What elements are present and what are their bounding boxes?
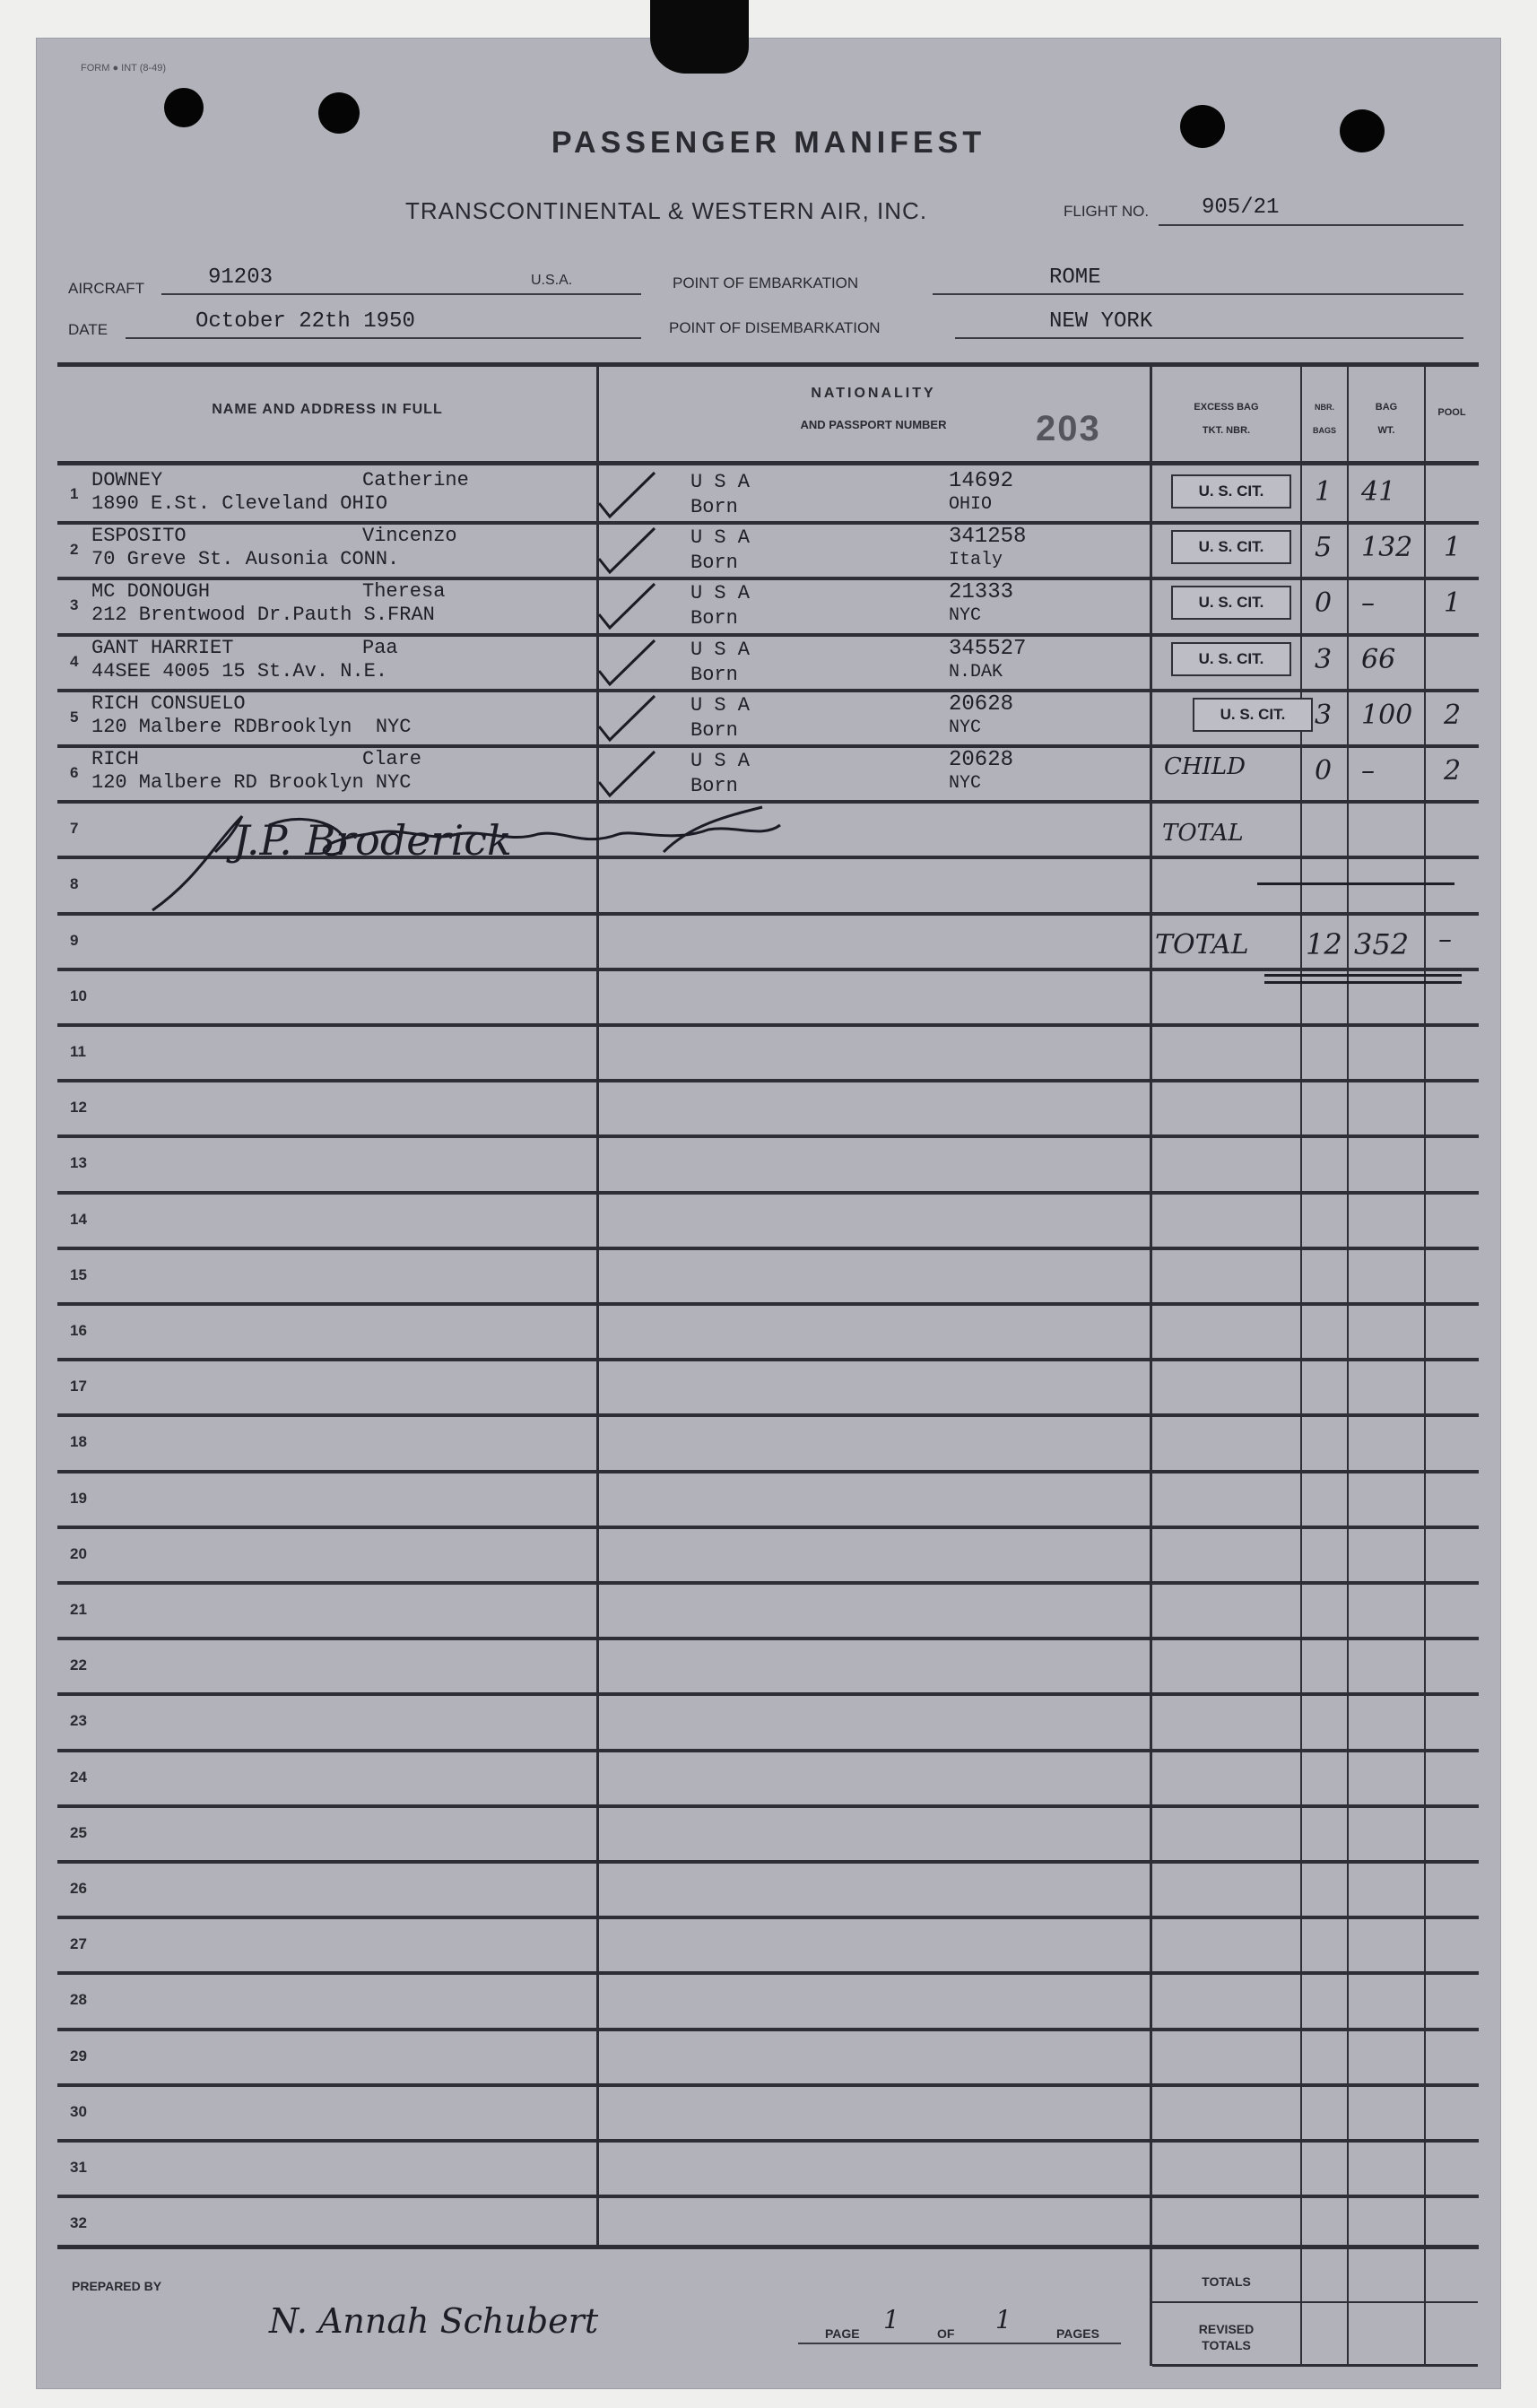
header-excess-bag [1152,400,1300,438]
row-rule [57,689,1479,692]
check-mark-icon [592,691,664,744]
row-number: 25 [70,1824,87,1841]
row8-dash-line [1257,882,1455,885]
nationality: U S A [690,639,751,661]
of-value: 1 [995,2305,1012,2334]
revised-label-line2: TOTALS [1202,2338,1251,2352]
row-number: 27 [70,1935,87,1952]
row-rule [57,1637,1479,1640]
row-rule [57,1581,1479,1585]
pool-value: 1 [1444,532,1462,563]
row-number: 18 [70,1433,87,1450]
born-status: Born [690,607,738,630]
header-excess-bag-line1: EXCESS BAG [1194,402,1259,413]
passenger-address: 70 Greve St. Ausonia CONN. [91,548,400,570]
row-rule [57,2195,1479,2198]
footer-col-1 [1150,2249,1152,2366]
bag-weight: – [1361,587,1375,619]
row-number: 15 [70,1266,87,1283]
ticket-stamp: U. S. CIT. [1171,586,1291,620]
passenger-surname: DOWNEY [91,469,163,491]
row-number: 5 [70,708,79,726]
row-number: 29 [70,2047,87,2065]
pool-value: 2 [1444,755,1462,787]
row-number: 7 [70,820,79,837]
passport-number: 341258 [949,525,1027,549]
passenger-surname: GANT HARRIET [91,637,234,659]
row-number: 17 [70,1378,87,1395]
row-rule [57,1191,1479,1195]
check-mark-icon [592,635,664,689]
row-rule [57,1023,1479,1027]
row-rule [57,1804,1479,1808]
col-divider-ticket [1300,362,1302,2249]
passport-place: OHIO [949,494,993,515]
row-number: 20 [70,1545,87,1562]
ticket-stamp: U. S. CIT. [1171,530,1291,564]
row-rule [57,521,1479,525]
footer-col-4 [1424,2249,1426,2366]
row-number: 26 [70,1880,87,1897]
bag-count: 1 [1315,476,1333,508]
row-number: 8 [70,875,79,892]
punch-hole-left-1 [164,88,204,127]
nationality: U S A [690,750,751,772]
born-status: Born [690,496,738,518]
embarkation-label: POINT OF EMBARKATION [673,274,859,291]
preparer-signature: N. Annah Schubert [269,2301,599,2341]
row-rule [57,1916,1479,1919]
embarkation-underline [933,293,1463,295]
company-name: TRANSCONTINENTAL & WESTERN AIR, INC. [405,197,928,224]
bag-count: 5 [1315,532,1333,563]
row7-total-label: TOTAL [1162,820,1244,847]
row-rule [57,1302,1479,1306]
row9-total-pool: – [1438,924,1452,955]
revised-label-line1: REVISED [1198,2322,1255,2336]
torn-notch [650,0,749,74]
passport-number: 14692 [949,469,1014,493]
page-label: PAGE [825,2326,860,2341]
row-number: 10 [70,987,87,1004]
bag-count: 0 [1315,755,1333,787]
passport-place: NYC [949,717,982,738]
passenger-given-name: Theresa [362,580,446,603]
passport-number: 21333 [949,580,1014,604]
header-excess-bag-line2: TKT. NBR. [1202,425,1251,436]
bag-count: 3 [1315,700,1333,731]
row-rule [57,2139,1479,2143]
header-bag-weight-line2: WT. [1377,425,1395,436]
aircraft-value: 91203 [208,265,274,290]
born-status: Born [690,775,738,797]
disembarkation-value: NEW YORK [1049,309,1153,334]
header-name: NAME AND ADDRESS IN FULL [212,402,443,417]
check-mark-icon [592,467,664,521]
row-number: 6 [70,764,79,781]
row-number: 28 [70,1991,87,2008]
date-label: DATE [68,321,109,338]
row-number: 9 [70,932,79,949]
disembarkation-label: POINT OF DISEMBARKATION [669,319,881,336]
passenger-surname: RICH [91,748,139,770]
check-mark-icon [592,578,664,632]
date-underline [126,337,641,339]
total-double-underline-1 [1264,974,1462,977]
passenger-surname: ESPOSITO [91,525,187,547]
row-rule [57,1971,1479,1975]
row-rule [57,1079,1479,1082]
table-bottom-rule [57,2245,1479,2249]
bag-weight: 66 [1361,644,1396,675]
passenger-address: 44SEE 4005 15 St.Av. N.E. [91,660,388,682]
row-rule [57,2083,1479,2087]
ticket-child: CHILD [1164,753,1246,780]
footer-bottom-rule [1152,2364,1478,2367]
col-divider-weight [1424,362,1426,2249]
ticket-stamp: U. S. CIT. [1171,642,1291,676]
nationality: U S A [690,526,751,549]
bag-count: 3 [1315,644,1333,675]
page-value: 1 [883,2305,899,2334]
row-number: 31 [70,2159,87,2176]
passport-place: Italy [949,550,1003,570]
row-rule [57,1860,1479,1864]
row9-total-bags: 12 [1306,927,1342,961]
footer-mid-rule [1152,2301,1478,2303]
row-number: 4 [70,653,79,670]
bag-weight: 41 [1361,476,1396,508]
prepared-by-label: PREPARED BY [72,2279,162,2293]
row-rule [57,1358,1479,1361]
bag-weight: 100 [1361,700,1413,731]
passport-place: N.DAK [949,662,1003,682]
passenger-address: 120 Malbere RDBrooklyn NYC [91,716,412,738]
row-number: 14 [70,1211,87,1228]
passenger-address: 120 Malbere RD Brooklyn NYC [91,771,412,794]
form-number: FORM ● INT (8-49) [81,63,167,74]
born-status: Born [690,664,738,686]
total-double-underline-2 [1264,981,1462,984]
header-bag-weight-line1: BAG [1375,402,1398,413]
col-divider-bags [1347,362,1349,2249]
passenger-surname: MC DONOUGH [91,580,211,603]
pool-value: 1 [1444,587,1462,619]
header-pool: POOL [1437,407,1466,418]
row-rule [57,1749,1479,1752]
bag-count: 0 [1315,587,1333,619]
col-divider-nationality [1150,362,1152,2249]
nationality: U S A [690,471,751,493]
footer-col-3 [1347,2249,1349,2366]
flight-number: 905/21 [1202,196,1280,220]
passenger-given-name: Paa [362,637,398,659]
row-number: 1 [70,485,79,502]
aircraft-underline [161,293,641,295]
row-number: 11 [70,1043,86,1060]
row-rule [57,1413,1479,1417]
flight-label: FLIGHT NO. [1064,203,1150,220]
row-number: 16 [70,1322,87,1339]
row-number: 12 [70,1099,87,1116]
of-label: OF [937,2326,955,2341]
passenger-given-name: Vincenzo [362,525,457,547]
officer-signature-text: J.P. Broderick [233,816,512,865]
nationality: U S A [690,582,751,604]
header-passport: AND PASSPORT NUMBER [800,418,947,431]
row-rule [57,1470,1479,1473]
passenger-address: 212 Brentwood Dr.Pauth S.FRAN [91,604,435,626]
row-rule [57,744,1479,748]
pages-label: PAGES [1056,2326,1099,2341]
passenger-address: 1890 E.St. Cleveland OHIO [91,492,388,515]
row-number: 19 [70,1490,87,1507]
row9-total-label: TOTAL [1155,929,1249,961]
row-rule [57,1692,1479,1696]
row-number: 22 [70,1656,87,1673]
passport-number: 345527 [949,637,1027,661]
row-rule [57,968,1479,971]
row-rule [57,2028,1479,2031]
pool-value: 2 [1444,700,1462,731]
row-rule [57,1134,1479,1138]
header-nationality: NATIONALITY [811,386,936,401]
passenger-surname: RICH CONSUELO [91,692,246,715]
bag-weight: – [1361,755,1375,787]
row-number: 21 [70,1601,87,1618]
table-top-rule [57,362,1479,367]
ticket-stamp: U. S. CIT. [1171,474,1291,509]
passenger-given-name: Catherine [362,469,469,491]
row-number: 3 [70,596,79,613]
bag-weight: 132 [1361,532,1413,563]
check-mark-icon [592,523,664,577]
row-number: 2 [70,541,79,558]
header-nbr-bags [1302,400,1347,438]
header-nbr-bags-line2: BAGS [1312,426,1336,435]
date-value: October 22th 1950 [195,309,415,334]
row-rule [57,577,1479,580]
aircraft-label: AIRCRAFT [68,280,144,297]
header-bag-weight [1349,400,1424,438]
passenger-given-name: Clare [362,748,422,770]
row-number: 13 [70,1154,87,1171]
usa-label: U.S.A. [531,273,573,288]
page-title: PASSENGER MANIFEST [551,126,986,160]
page-underline [798,2343,1121,2344]
header-nbr-bags-line1: NBR. [1315,403,1334,412]
passport-number: 20628 [949,748,1014,772]
flight-underline [1159,224,1463,226]
row-number: 30 [70,2103,87,2120]
totals-label: TOTALS [1202,2274,1251,2289]
born-status: Born [690,552,738,574]
row-rule [57,1526,1479,1529]
born-status: Born [690,719,738,742]
row-number: 23 [70,1712,87,1729]
passport-number: 20628 [949,692,1014,717]
footer-col-2 [1300,2249,1302,2366]
disembarkation-underline [955,337,1463,339]
ticket-stamp: U. S. CIT. [1193,698,1313,732]
passport-place: NYC [949,605,982,626]
stamp-number: 203 [1036,409,1101,448]
row-rule [57,633,1479,637]
row-number: 24 [70,1769,87,1786]
passport-place: NYC [949,773,982,794]
embarkation-value: ROME [1049,265,1101,290]
revised-totals-label [1152,2321,1300,2353]
row-rule [57,1247,1479,1250]
header-bottom-rule [57,461,1479,465]
row9-total-weight: 352 [1354,927,1410,961]
row-number: 32 [70,2214,87,2231]
nationality: U S A [690,694,751,717]
